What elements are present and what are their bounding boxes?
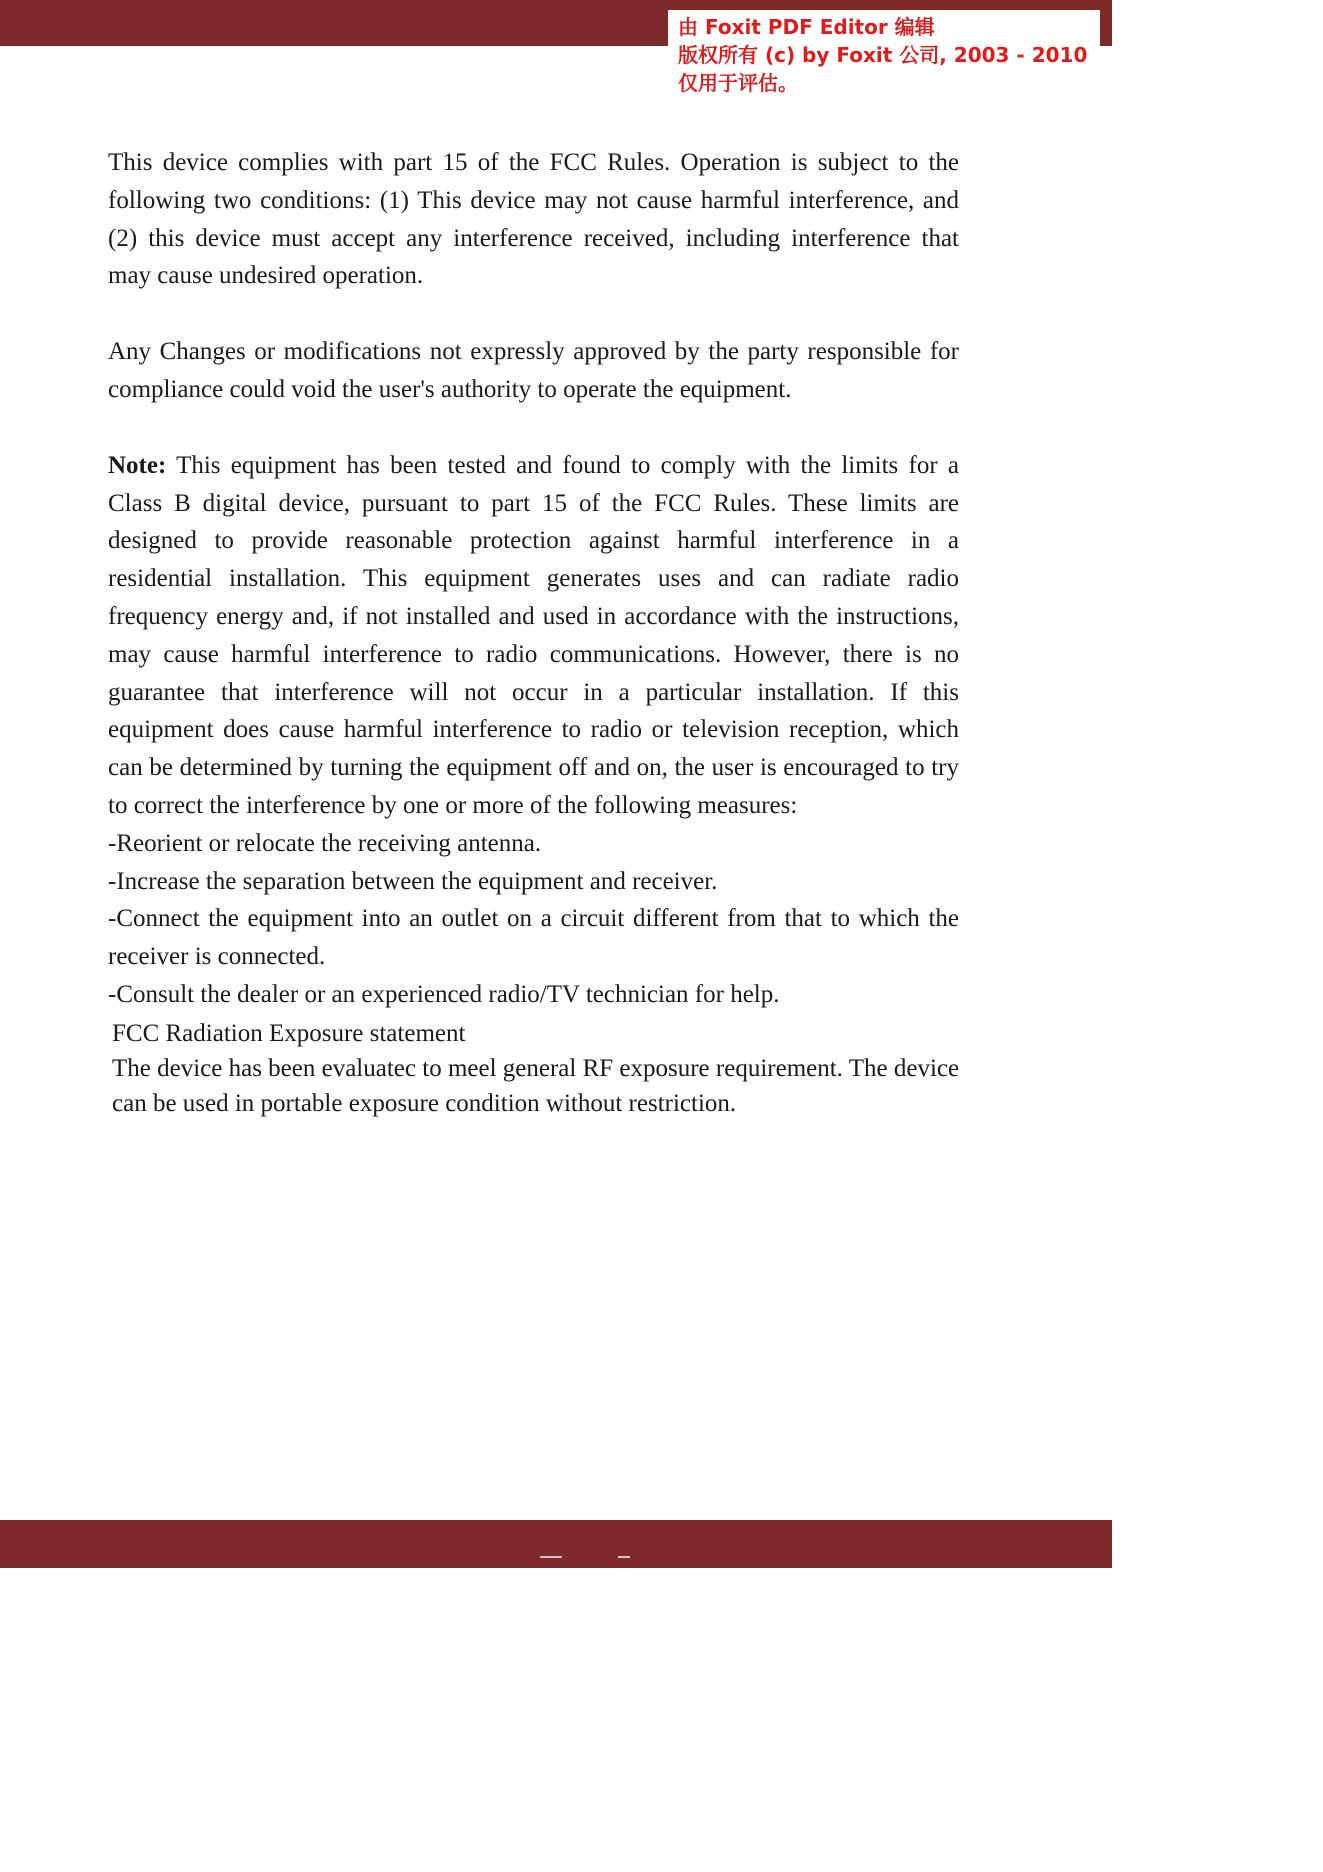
foxit-watermark (668, 10, 1100, 98)
note-paragraph (108, 447, 959, 825)
measure-item: -Connect the equipment into an outlet on a circuit different from that to which the receiver is connected. (108, 905, 959, 971)
note-label: Note: (108, 451, 167, 479)
compliance-paragraph: This device complies with part 15 of the FCC Rules. Operation is subject to the following two conditions: (1) This device may not cause harmful interference, and (2) this device must accept any interference received, including interference that may cause undesired operation. (108, 149, 959, 290)
watermark-line-1: 由 Foxit PDF Editor 编辑 (678, 15, 935, 39)
rf-exposure-statement (112, 1016, 960, 1121)
footer-mark (540, 1556, 630, 1562)
document-body (108, 144, 959, 1014)
measure-item: -Consult the dealer or an experienced radio/TV technician for help. (108, 980, 780, 1008)
watermark-line-3: 仅用于评估。 (678, 71, 798, 95)
measure-item: -Reorient or relocate the receiving antenna. (108, 829, 542, 857)
measure-item: -Increase the separation between the equipment and receiver. (108, 867, 718, 895)
statement-line-1: The device has been evaluatec to meel general RF exposure requirement. The device (112, 1055, 960, 1082)
statement-heading: FCC Radiation Exposure statement (112, 1020, 466, 1047)
note-text: This equipment has been tested and found to comply with the limits for a Class B digital device, pursuant to part 15 of the FCC Rules. These limits are designed to provide reasonable protection against harmful interference in a residential installation. This equipment generates uses and can radiate radio frequency energy and, if not installed and used in accordance with the instructions, may cause harmful interference to radio communications. However, there is no guarantee that interference will not occur in a particular installation. If this equipment does cause harmful interference to radio or television reception, which can be determined by turning the equipment off and on, the user is encouraged to try to correct the interference by one or more of the following measures: (108, 451, 959, 819)
modifications-paragraph: Any Changes or modifications not expressly approved by the party responsible for compliance could void the user's authority to operate the equipment. (108, 338, 959, 403)
statement-line-2: can be used in portable exposure condition without restriction. (112, 1090, 737, 1117)
watermark-line-2: 版权所有 (c) by Foxit 公司, 2003 - 2010 (678, 43, 1088, 67)
